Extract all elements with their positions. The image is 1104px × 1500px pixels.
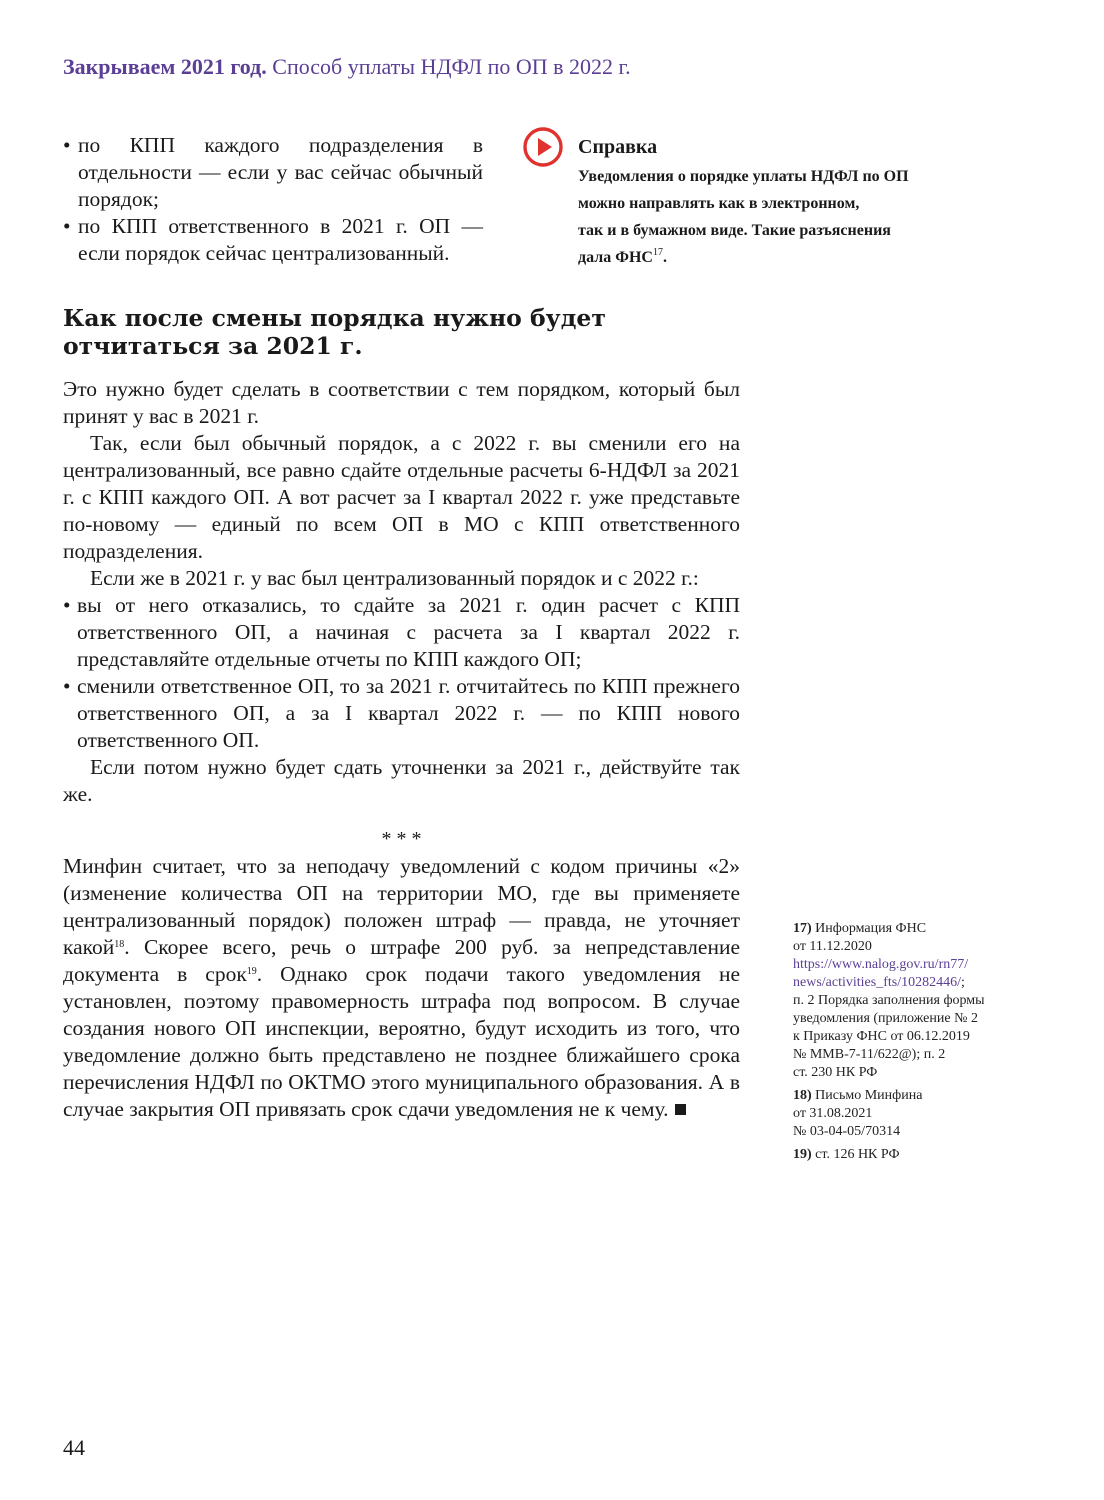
footnote-line: уведомления (приложение № 2 — [793, 1011, 978, 1026]
options-list — [63, 592, 740, 754]
paragraph: Если потом нужно будет сдать уточненки за 2021 г., действуйте так же. — [63, 755, 740, 806]
text-fragment: Минфин считает, что за неподачу уведомлений с кодом причины «2» (изменение количества ОП на территории МО, где вы применяете централизованный порядок) положен штраф — правда, не уточняет какой — [63, 854, 740, 959]
main-text — [63, 376, 740, 1123]
running-head-section: Закрываем 2021 год. — [63, 54, 267, 79]
footnote-line: к Приказу ФНС от 06.12.2019 — [793, 1029, 970, 1044]
footnote-number: 17) — [793, 921, 812, 936]
section-separator: * * * — [381, 828, 422, 850]
page-number: 44 — [63, 1435, 85, 1460]
top-list-column — [63, 132, 483, 267]
footnote-link[interactable]: https://www.nalog.gov.ru/rn77/ — [793, 957, 969, 972]
footnote-link-end: ; — [960, 975, 965, 990]
note-line: Уведомления о порядке уплаты НДФЛ по ОП — [578, 168, 909, 185]
note-line: дала ФНС — [578, 249, 653, 266]
footnote-line: Письмо Минфина — [815, 1088, 923, 1103]
footnote — [793, 1146, 1013, 1164]
footnote-line: от 31.08.2021 — [793, 1106, 873, 1121]
footnote-line: п. 2 Порядка заполнения формы — [793, 993, 985, 1008]
paragraph: Это нужно будет сделать в соответствии с тем порядком, который был принят у вас в 2021 г. — [63, 377, 740, 428]
end-of-article-mark — [675, 1104, 686, 1115]
list-item: • вы от него отказались, то сдайте за 2021 г. один расчет с КПП ответственного ОП, а начиная с расчета за I квартал 2022 г. представляйте отдельные отчеты по КПП каждого ОП; — [63, 592, 740, 673]
footnote-number: 18) — [793, 1088, 812, 1103]
paragraph: Если же в 2021 г. у вас был централизованный порядок и с 2022 г.: — [90, 566, 699, 590]
list-item: • по КПП каждого подразделения в отдельности — если у вас сейчас обычный порядок; — [63, 132, 483, 213]
footnote-line: ст. 230 НК РФ — [793, 1065, 878, 1080]
footnote-ref: 17 — [652, 247, 663, 258]
footnote — [793, 1087, 1013, 1141]
footnote-line: ст. 126 НК РФ — [815, 1147, 900, 1162]
footnote-ref: 19 — [246, 966, 257, 977]
footnotes — [793, 920, 1013, 1169]
running-head — [63, 52, 1043, 82]
play-icon — [522, 126, 564, 168]
note-line: можно направлять как в электронном, — [578, 195, 860, 212]
text-fragment: . Скорее всего, речь о штрафе 200 руб. за непредставление документа в срок — [63, 935, 740, 986]
top-list — [63, 132, 483, 267]
text-fragment: . Однако срок подачи такого уведомления не установлен, поэтому правомерность штрафа под вопросом. В случае создания нового ОП инспекции, вероятно, будут исходить из того, что уведомление должно быть представлено не позднее ближайшего срока перечисления НДФЛ по ОКТМО этого муниципального образования. А в случае закрытия ОП привязать срок сдачи уведомления не к чему. — [63, 962, 740, 1121]
footnote-number: 19) — [793, 1147, 812, 1162]
note-end: . — [662, 249, 667, 266]
list-item: • сменили ответственное ОП, то за 2021 г. отчитайтесь по КПП прежнего ответственного ОП, а за I квартал 2022 г. — по КПП нового ответственного ОП. — [63, 673, 740, 754]
footnote-line: Информация ФНС — [815, 921, 927, 936]
note-line-last — [578, 244, 998, 271]
note-body — [578, 163, 998, 271]
footnote-link[interactable]: news/activities_fts/10282446/ — [793, 975, 961, 990]
note-title: Справка — [578, 136, 658, 158]
list-item: • по КПП ответственного в 2021 г. ОП — если порядок сейчас централизованный. — [63, 213, 483, 267]
footnote-line: № ММВ-7-11/622@); п. 2 — [793, 1047, 946, 1062]
footnote — [793, 920, 1013, 1082]
footnote-line: от 11.12.2020 — [793, 939, 872, 954]
note-line: так и в бумажном виде. Такие разъяснения — [578, 222, 891, 239]
final-paragraph — [63, 853, 740, 1123]
paragraph: Так, если был обычный порядок, а с 2022 г. вы сменили его на централизованный, все равно сдайте отдельные расчеты 6-НДФЛ за 2021 г. с КПП каждого ОП. А вот расчет за I квартал 2022 г. уже представьте по-новому — единый по всем ОП в МО с КПП ответственного подразделения. — [63, 431, 740, 563]
running-head-topic: Способ уплаты НДФЛ по ОП в 2022 г. — [266, 54, 631, 79]
footnote-line: № 03-04-05/70314 — [793, 1124, 901, 1139]
footnote-ref: 18 — [114, 939, 125, 950]
section-heading: Как после смены порядка нужно будет отчитаться за 2021 г. — [63, 304, 606, 360]
